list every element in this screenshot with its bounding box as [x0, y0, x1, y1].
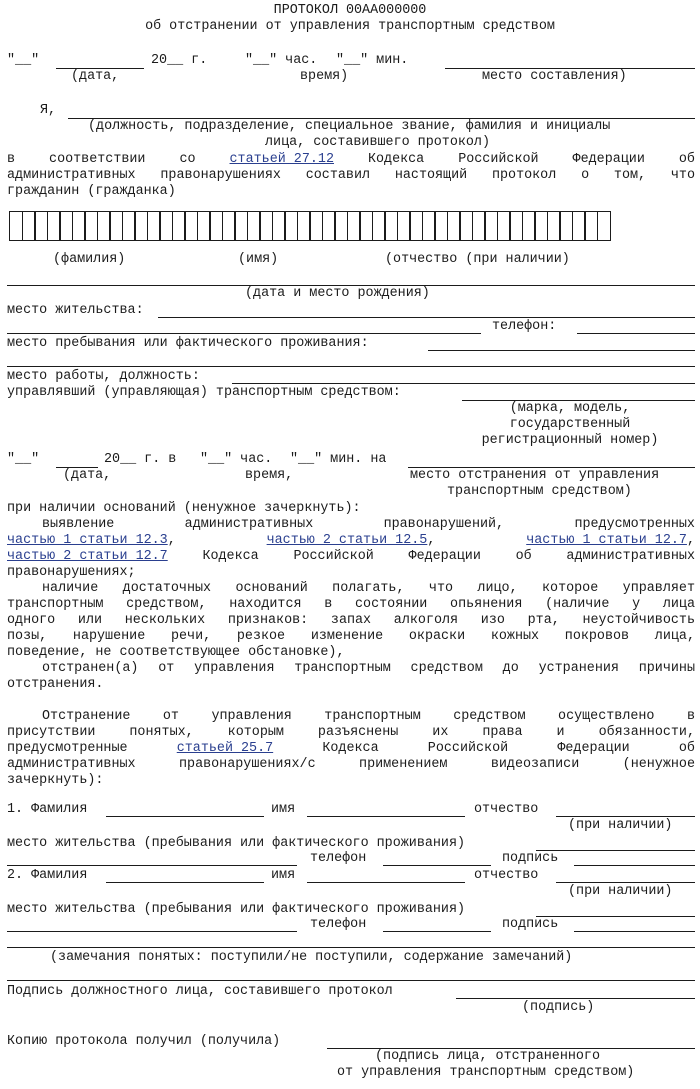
grounds-p2-line-2: транспортным средством, находится в состоянии опьянения (наличие у лица: [7, 597, 695, 612]
witness2-surname-underline: [106, 882, 264, 883]
birth-caption: (дата и место рождения): [245, 286, 430, 301]
vehicle-caption-1: (марка, модель,: [509, 401, 631, 416]
patronymic-caption: (отчество (при наличии): [385, 252, 570, 267]
letter-cell[interactable]: [597, 211, 611, 241]
witness1-surname-label: 1. Фамилия: [7, 802, 88, 817]
removal-minute: "__" мин. на: [290, 452, 387, 467]
witness2-sign-underline: [574, 931, 695, 932]
witness-p-line-4: административных правонарушениях/с применением видеозаписи (ненужное: [7, 757, 695, 772]
work-label: место работы, должность:: [7, 369, 200, 384]
witness1-if-any: (при наличии): [568, 818, 673, 833]
stay-underline-2: [7, 366, 695, 367]
intro-line-3: гражданин (гражданка): [7, 184, 176, 199]
witness1-name-underline: [307, 816, 465, 817]
witness2-patronymic-label: отчество: [474, 868, 539, 883]
grounds-p2-line-3: одного или нескольких признаков: запах алкоголя изо рта, неустойчивость: [7, 613, 695, 628]
intro-word: Российской: [458, 152, 539, 167]
witness1-residence-label: место жительства (пребывания или фактического проживания): [7, 836, 466, 851]
witness-p-line-1: Отстранение от управления транспортным средством осуществлено в: [42, 709, 695, 724]
phone-label: телефон:: [492, 319, 557, 334]
witness2-residence-label: место жительства (пребывания или фактического проживания): [7, 902, 466, 917]
witness2-if-any: (при наличии): [568, 884, 673, 899]
witness-word: Федерации: [557, 741, 630, 756]
removal-day: "__": [7, 452, 40, 467]
grounds-p2-line-4: позы, нарушение речи, резкое изменение окраски кожных покровов лица,: [7, 629, 695, 644]
place-caption: место составления): [482, 69, 627, 84]
intro-word: со: [179, 152, 196, 167]
day-field: "__": [7, 53, 40, 68]
stay-label: место пребывания или фактического проживания:: [7, 336, 369, 351]
grounds-word: правонарушений,: [383, 517, 505, 532]
witness2-patronymic-underline: [556, 882, 695, 883]
remarks-caption: (замечания понятых: поступили/не поступили, содержание замечаний): [50, 950, 573, 965]
page-title: ПРОТОКОЛ 00АА000000: [273, 3, 427, 18]
witness2-residence-underline-2: [7, 931, 297, 932]
grounds-word: Кодекса: [202, 549, 259, 564]
name-letter-grid[interactable]: [9, 211, 609, 241]
vehicle-caption-3: регистрационный номер): [481, 433, 659, 448]
removal-time-caption: время,: [245, 468, 294, 483]
grounds-word: об: [515, 549, 532, 564]
work-underline: [232, 383, 695, 384]
witness1-residence-underline-2: [7, 865, 297, 866]
removal-year: 20__ г. в: [104, 452, 177, 467]
witness1-residence-underline: [536, 850, 695, 851]
residence-label: место жительства:: [7, 303, 144, 318]
witness1-patronymic-label: отчество: [474, 802, 539, 817]
removal-place-caption-2: транспортным средством): [447, 484, 632, 499]
witness1-name-label: имя: [271, 802, 296, 817]
grounds-line-3: [7, 549, 695, 565]
witness2-name-label: имя: [271, 868, 296, 883]
witness1-sign-underline: [574, 865, 695, 866]
witness2-sign-label: подпись: [502, 917, 559, 932]
article-25-7-link[interactable]: статьей 25.7: [176, 741, 274, 756]
witness1-patronymic-underline: [556, 816, 695, 817]
article-27-12-link[interactable]: статьей 27.12: [229, 152, 334, 167]
grounds-word: Российской: [293, 549, 374, 564]
residence-underline-2: [7, 333, 481, 334]
witness1-sign-label: подпись: [502, 851, 559, 866]
witness1-phone-underline: [383, 865, 491, 866]
intro-word: соответствии: [49, 152, 146, 167]
intro-word: об: [678, 152, 695, 167]
witness2-phone-underline: [383, 931, 491, 932]
witness2-name-underline: [307, 882, 465, 883]
witness2-residence-underline: [536, 916, 695, 917]
grounds-word: административных: [184, 517, 314, 532]
page-subtitle: об отстранении от управления транспортным средством: [145, 19, 555, 34]
witness-word: Кодекса: [322, 741, 379, 756]
grounds-line-4: правонарушениях;: [7, 565, 136, 580]
witness-word: Российской: [427, 741, 509, 756]
hour-field: "__" час.: [245, 53, 318, 68]
grounds-p2-line-5: поведение, не соответствующее обстановке),: [7, 645, 345, 660]
remarks-underline-2: [7, 980, 695, 981]
grounds-line-2: частью 1 статьи 12.3, частью 2 статьи 12.5, частью 1 статьи 12.7,: [7, 533, 695, 548]
intro-word: Федерации: [572, 152, 645, 167]
removal-date-caption: (дата,: [63, 468, 112, 483]
remarks-underline: [7, 947, 695, 948]
author-caption: (должность, подразделение, специальное звание, фамилия и инициалы: [88, 119, 611, 134]
phone-underline: [577, 333, 695, 334]
time-caption: время): [300, 69, 349, 84]
official-sign-underline: [456, 998, 695, 999]
grounds-heading: при наличии оснований (ненужное зачеркнуть):: [7, 501, 361, 516]
grounds-p3-line-2: отстранения.: [7, 677, 104, 692]
vehicle-label: управлявший (управляющая) транспортным средством:: [7, 385, 401, 400]
witness2-surname-label: 2. Фамилия: [7, 868, 88, 883]
grounds-p3-line-1: отстранен(а) от управления транспортным средством до устранения причины: [42, 661, 695, 676]
intro-word: Кодекса: [367, 152, 425, 167]
witness-p-line-5: зачеркнуть):: [7, 773, 104, 788]
author-prefix: Я,: [40, 103, 57, 118]
copy-caption-2: от управления транспортным средством): [337, 1065, 635, 1080]
removal-hour: "__" час.: [200, 452, 273, 467]
official-sign-caption: (подпись): [522, 1000, 595, 1015]
article-12-3-link[interactable]: частью 1 статьи 12.3: [7, 533, 168, 548]
author-caption-2: лица, составившего протокол): [265, 135, 490, 150]
grounds-word: Федерации: [408, 549, 481, 564]
witness2-phone-label: телефон: [310, 917, 367, 932]
intro-line-1: [7, 152, 695, 168]
witness1-surname-underline: [106, 816, 264, 817]
copy-label: Копию протокола получил (получила): [7, 1034, 281, 1049]
witness-p-line-3: [7, 741, 695, 757]
grounds-line-1: [42, 517, 695, 533]
vehicle-caption-2: государственный: [509, 417, 631, 432]
witness-p-line-2: присутствии понятых, которым разъяснены их права и обязанности,: [7, 725, 695, 740]
intro-line-2: административных правонарушениях составил настоящий протокол о том, что: [7, 168, 695, 183]
witness-word: предусмотренные: [7, 741, 128, 756]
removal-place-caption-1: место отстранения от управления: [410, 468, 660, 483]
intro-word: в: [7, 152, 16, 167]
stay-underline: [428, 350, 695, 351]
article-12-7-part2-link[interactable]: частью 2 статьи 12.7: [7, 549, 168, 564]
official-sign-label: Подпись должностного лица, составившего протокол: [7, 984, 393, 999]
grounds-word: предусмотренных: [574, 517, 695, 532]
article-12-7-part1-link[interactable]: частью 1 статьи 12.7: [526, 533, 687, 548]
name-caption: (имя): [238, 252, 279, 267]
date-caption: (дата,: [71, 69, 120, 84]
residence-underline: [158, 317, 695, 318]
grounds-word: административных: [566, 549, 695, 564]
surname-caption: (фамилия): [53, 252, 126, 267]
witness1-phone-label: телефон: [310, 851, 367, 866]
witness-word: об: [678, 741, 695, 756]
copy-caption-1: (подпись лица, отстраненного: [375, 1049, 600, 1064]
year-field: 20__ г.: [151, 53, 208, 68]
article-12-5-link[interactable]: частью 2 статьи 12.5: [266, 533, 428, 548]
grounds-word: выявление: [42, 517, 115, 532]
minute-field: "__" мин.: [336, 53, 409, 68]
grounds-p2-line-1: наличие достаточных оснований полагать, что лицо, которое управляет: [42, 581, 695, 596]
